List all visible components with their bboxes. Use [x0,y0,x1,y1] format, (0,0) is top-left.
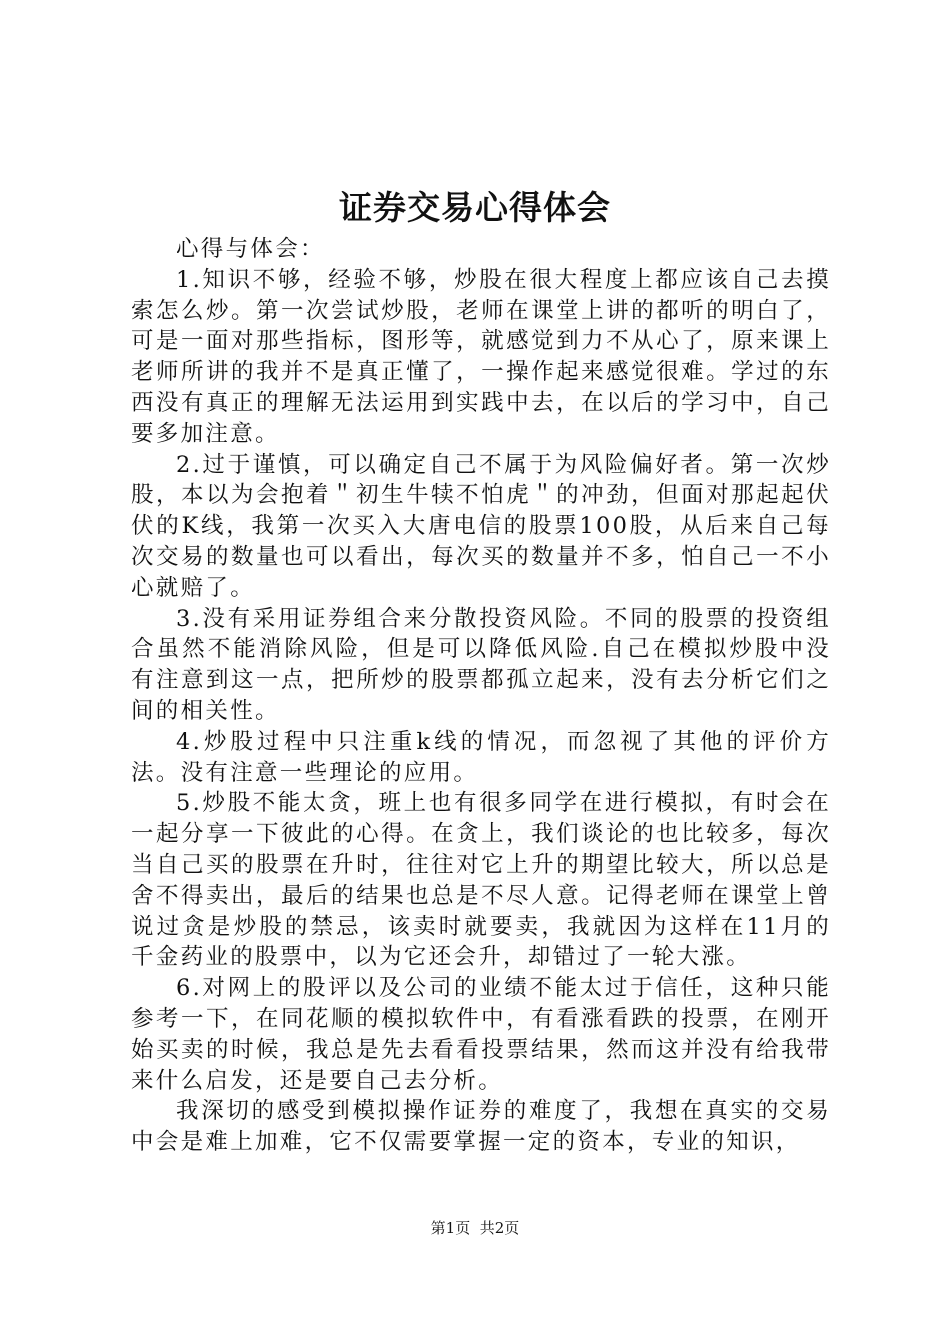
paragraph-point-4: 4.炒股过程中只注重k线的情况，而忽视了其他的评价方法。没有注意一些理论的应用。 [131,728,831,786]
document-body [131,234,831,1158]
footer-separator [470,1219,480,1237]
paragraph-point-3: 3.没有采用证券组合来分散投资风险。不同的股票的投资组合虽然不能消除风险，但是可以降低风险.自己在模拟炒股中没有注意到这一点，把所炒的股票都孤立起来，没有去分析它们之间的相关性。 [131,605,831,724]
paragraph-point-6: 6.对网上的股评以及公司的业绩不能太过于信任，这种只能参考一下，在同花顺的模拟软件中，有看涨看跌的投票，在刚开始买卖的时候，我总是先去看看投票结果，然而这并没有给我带来什么启发，还是要自己去分析。 [131,975,831,1094]
paragraph-conclusion: 我深切的感受到模拟操作证券的难度了，我想在真实的交易中会是难上加难，它不仅需要掌握一定的资本，专业的知识， [131,1098,831,1156]
page-total: 共2页 [479,1219,520,1237]
paragraph-intro: 心得与体会： [176,236,325,262]
paragraph-point-1: 1.知识不够，经验不够，炒股在很大程度上都应该自己去摸索怎么炒。第一次尝试炒股，老师在课堂上讲的都听的明白了，可是一面对那些指标，图形等，就感觉到力不从心了，原来课上老师所讲的我并不是真正懂了，一操作起来感觉很难。学过的东西没有真正的理解无法运用到实践中去，在以后的学习中，自己要多加注意。 [131,266,831,447]
page-footer [0,1218,950,1238]
document-title: 证券交易心得体会 [339,188,611,227]
page-number: 第1页 [430,1219,471,1237]
paragraph-point-5: 5.炒股不能太贪，班上也有很多同学在进行模拟，有时会在一起分享一下彼此的心得。在贪上，我们谈论的也比较多，每次当自己买的股票在升时，往往对它上升的期望比较大，所以总是舍不得卖出，最后的结果也总是不尽人意。记得老师在课堂上曾说过贪是炒股的禁忌，该卖时就要卖，我就因为这样在11月的千金药业的股票中，以为它还会升，却错过了一轮大涨。 [131,790,831,971]
paragraph-point-2: 2.过于谨慎，可以确定自己不属于为风险偏好者。第一次炒股，本以为会抱着＂初生牛犊不怕虎＂的冲劲，但面对那起起伏伏的K线，我第一次买入大唐电信的股票100股，从后来自己每次交易的数量也可以看出，每次买的数量并不多，怕自己一不小心就赔了。 [131,451,831,601]
